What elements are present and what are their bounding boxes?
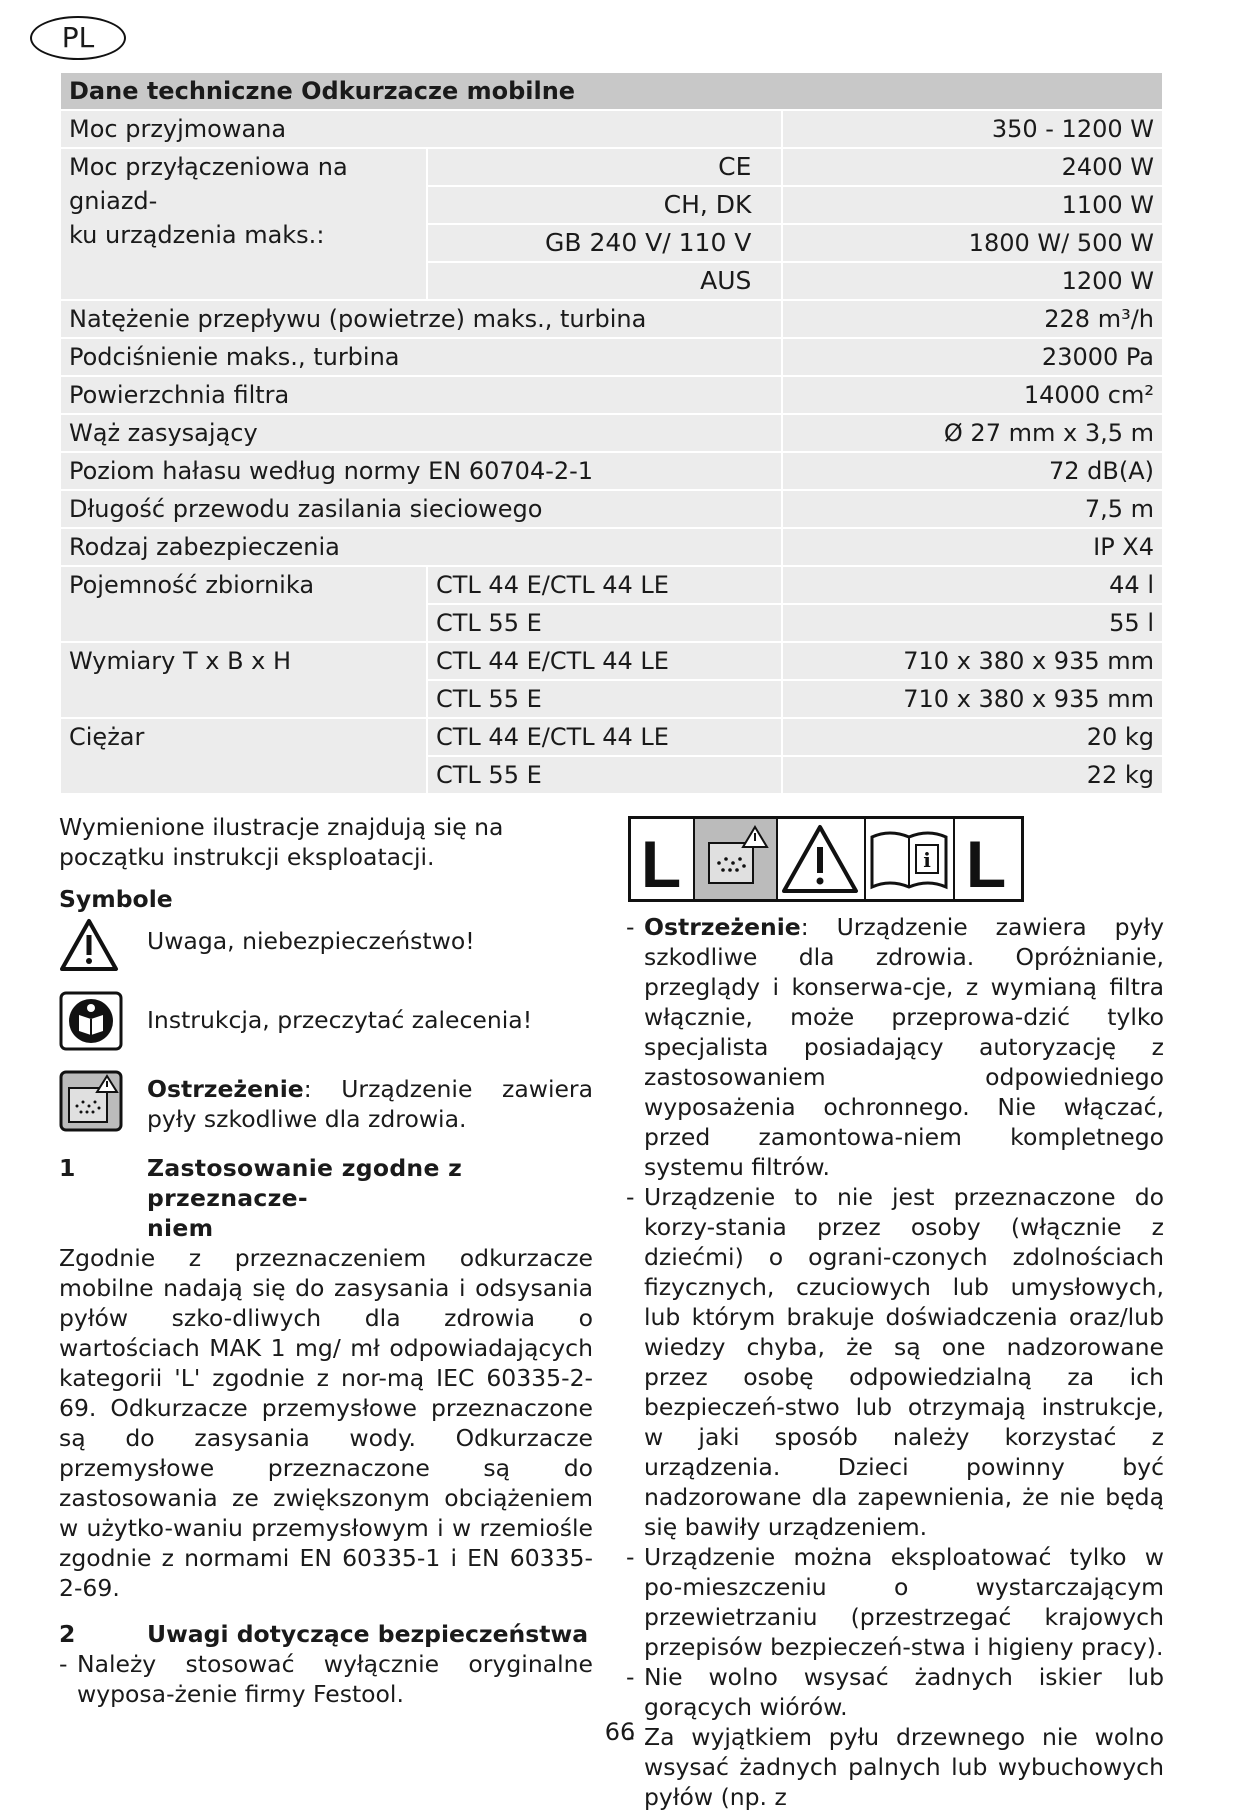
svg-text:L: L [966,827,1007,899]
spec-table [59,71,1164,795]
table-row: AUS 1200 W [60,262,1163,300]
page-number: 66 [604,1718,636,1746]
list-item: - Należy stosować wyłącznie oryginalne wyposa-żenie firmy Festool. [59,1649,593,1709]
dust-warning-icon [695,819,779,899]
table-row: Rodzaj zabezpieczenia IP X4 [60,528,1163,566]
table-row: Natężenie przepływu (powietrze) maks., turbina 228 m³/h [60,300,1163,338]
socket-label: Moc przyłączeniowa na gniazd- ku urządzenia maks.: [60,148,427,300]
symbols-heading: Symbole [59,885,173,913]
symbol-warning: Uwaga, niebezpieczeństwo! [59,918,593,979]
left-column [59,812,593,1709]
table-row: Moc przyłączeniowa na gniazd- ku urządzenia maks.: CE 2400 W [60,148,1163,186]
table-row: Wąż zasysający Ø 27 mm x 3,5 m [60,414,1163,452]
warning-icon [778,819,866,899]
safety-list-left [59,1649,593,1709]
read-manual-icon [59,991,147,1058]
table-row: Poziom hałasu według normy EN 60704-2-1 72 dB(A) [60,452,1163,490]
warning-icon [59,918,147,979]
dust-class-l-icon [955,819,1021,899]
list-item: - Urządzenie można eksploatować tylko w po-mieszczeniu o wystarczającym przewietrzaniu (przestrzegać krajowych przepisów bezpieczeń-stwa i higieny pracy). [626,1542,1164,1662]
symbol-manual: Instrukcja, przeczytać zalecenia! [59,991,593,1058]
pictogram-strip [628,816,1024,902]
table-row: CH, DK 1100 W [60,186,1163,224]
table-row: CTL 55 E 710 x 380 x 935 mm [60,680,1163,718]
manual-book-icon [866,819,956,899]
table-row: Moc przyjmowana 350 - 1200 W [60,110,1163,148]
table-row: CTL 55 E 55 l [60,604,1163,642]
table-row: Podciśnienie maks., turbina 23000 Pa [60,338,1163,376]
table-row: Pojemność zbiornika CTL 44 E/CTL 44 LE 44 l [60,566,1163,604]
symbol-dust: Ostrzeżenie: Urządzenie zawiera pyły szkodliwe dla zdrowia. [59,1070,593,1139]
list-item: - Za wyjątkiem pyłu drzewnego nie wolno wsysać żadnych palnych lub wybuchowych pyłów (np. z [626,1722,1164,1812]
right-column [626,912,1164,1812]
list-item: - Ostrzeżenie: Urządzenie zawiera pyły szkodliwe dla zdrowia. Opróżnianie, przeglądy i konserwa-cje, z wymianą filtra włącznie, może przeprowa-dzić tylko specjalista posiadający autoryzację z zastosowaniem odpowiedniego wyposażenia ochronnego. Nie włączać, przed zamontowa-niem kompletnego systemu filtrów. [626,912,1164,1182]
section-1-heading: 1 Zastosowanie zgodne z przeznacze- niem [59,1154,463,1242]
list-item: - Urządzenie to nie jest przeznaczone do korzy-stania przez osoby (włącznie z dziećmi) o ograni-czonych zdolnościach fizycznych, czuciowych lub umysłowych, lub którym brakuje doświadczenia oraz/lub wiedzy chyba, że są one nadzorowane przez osobę odpowiedzialną za ich bezpieczeń-stwo lub otrzymają instrukcje, w jaki sposób należy korzystać z urządzenia. Dzieci powinny być nadzorowane dla zapewnienia, że nie będą się bawiły urządzeniem. [626,1182,1164,1542]
section-2-heading: 2 Uwagi dotyczące bezpieczeństwa [59,1620,589,1648]
table-row: Powierzchnia filtra 14000 cm² [60,376,1163,414]
section-1-text: Zgodnie z przeznaczeniem odkurzacze mobilne nadają się do zasysania i odsysania pyłów szko-dliwych dla zdrowia o wartościach MAK 1 mg/ mł odpowiadających kategorii 'L' zgodnie z nor-mą IEC 60335-2-69. Odkurzacze przemysłowe przeznaczone są do zasysania wody. Odkurzacze przemysłowe przeznaczone są do zastosowania ze zwiększonym obciążeniem w użytko-waniu przemysłowym i w rzemiośle zgodnie z normami EN 60335-1 i EN 60335-2-69. [59,1244,593,1602]
svg-text:i: i [922,848,931,872]
safety-list-right [626,912,1164,1812]
svg-text:L: L [640,827,682,899]
table-row: GB 240 V/ 110 V 1800 W/ 500 W [60,224,1163,262]
list-item: - Nie wolno wsysać żadnych iskier lub gorących wiórów. [626,1662,1164,1722]
table-row: Długość przewodu zasilania sieciowego 7,5 m [60,490,1163,528]
table-row: CTL 55 E 22 kg [60,756,1163,794]
table-row: Ciężar CTL 44 E/CTL 44 LE 20 kg [60,718,1163,756]
language-badge: PL [30,16,126,60]
spec-table-title: Dane techniczne Odkurzacze mobilne [60,72,1163,110]
dust-class-l-icon [631,819,695,899]
dust-warning-icon [59,1070,147,1139]
intro-text: Wymienione ilustracje znajdują się na początku instrukcji eksploatacji. [59,813,504,871]
table-row: Wymiary T x B x H CTL 44 E/CTL 44 LE 710 x 380 x 935 mm [60,642,1163,680]
